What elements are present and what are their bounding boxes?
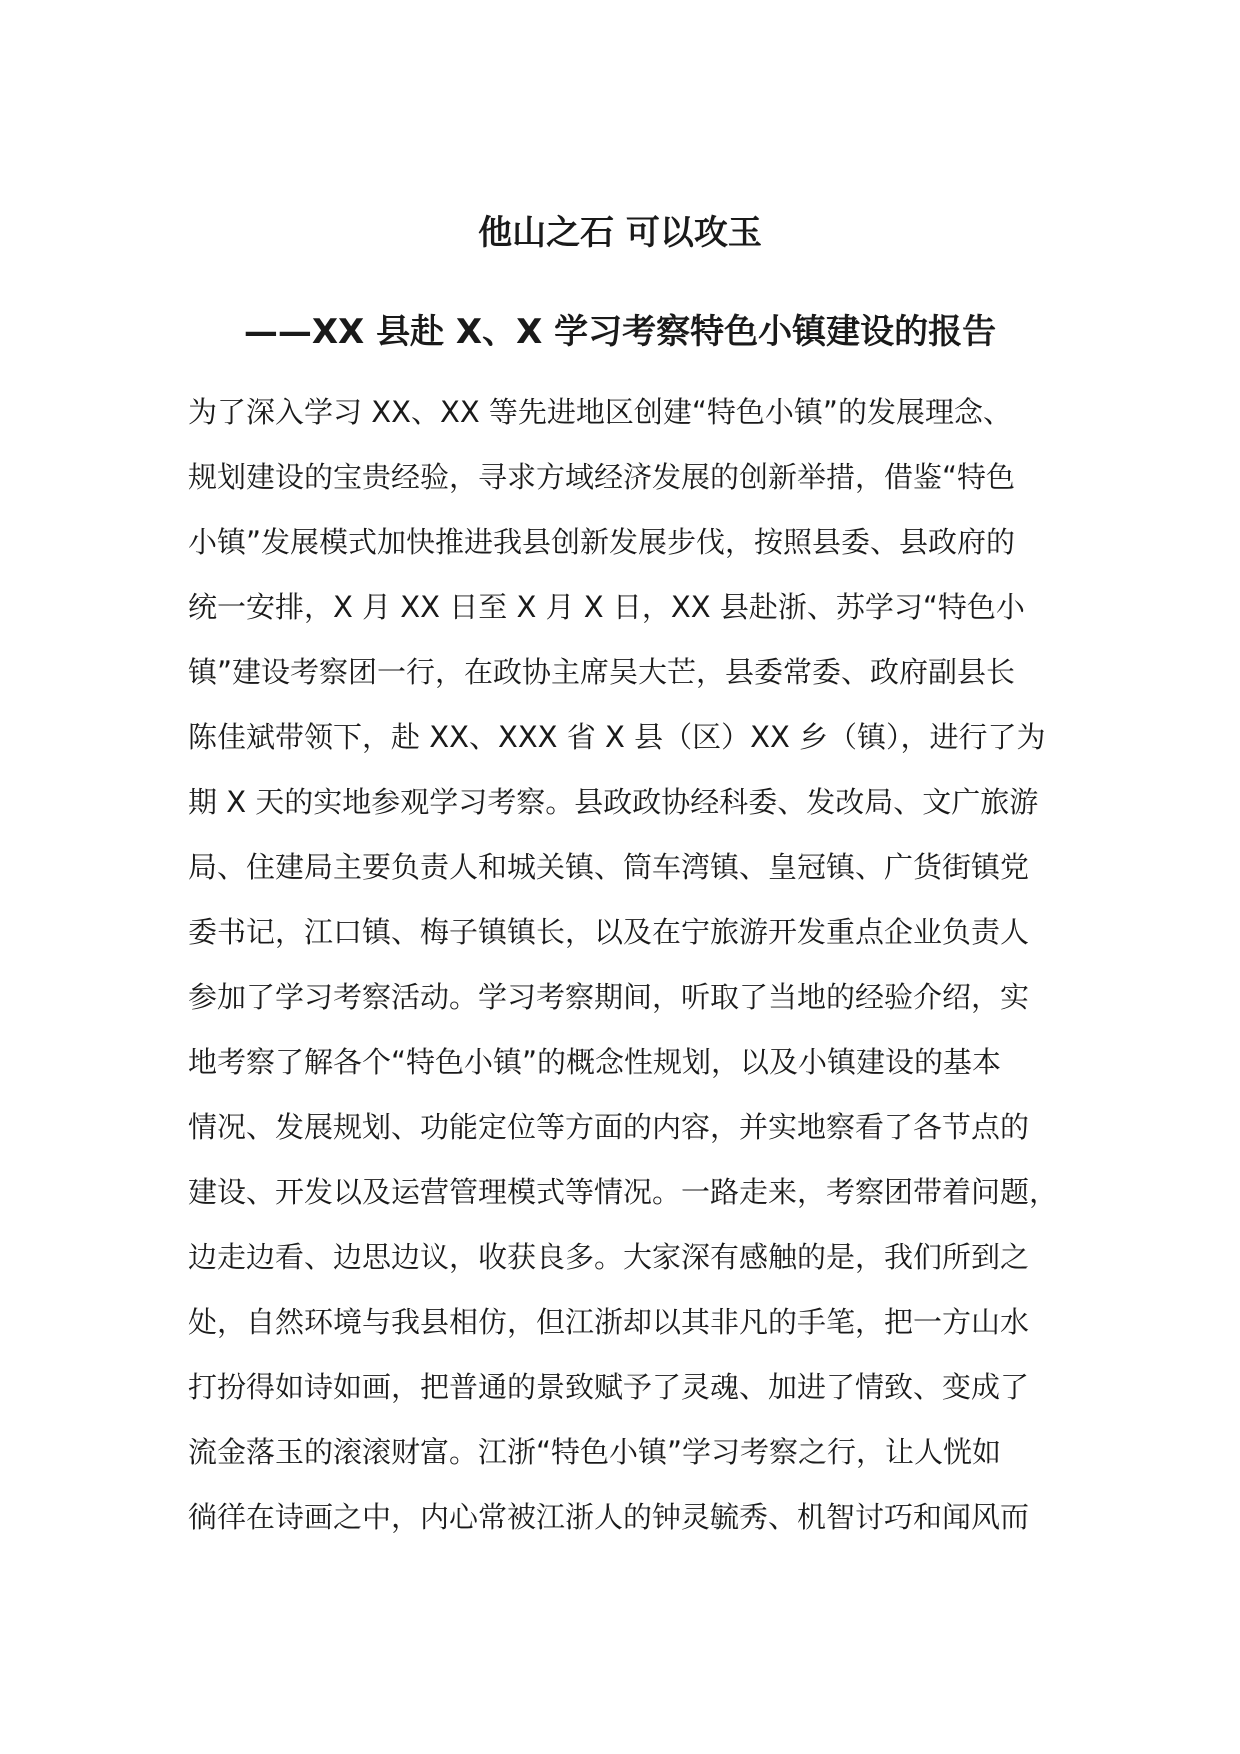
paragraph-line: 局、住建局主要负责人和城关镇、筒车湾镇、皇冠镇、广货街镇党: [188, 850, 1030, 884]
paragraph-line: 边走边看、边思边议，收获良多。大家深有感触的是，我们所到之: [188, 1240, 1030, 1274]
document-subtitle: ——XX 县赴 X、X 学习考察特色小镇建设的报告: [243, 312, 997, 352]
paragraph-line: 情况、发展规划、功能定位等方面的内容，并实地察看了各节点的: [188, 1110, 1030, 1144]
paragraph-line: 流金落玉的滚滚财富。江浙“特色小镇”学习考察之行，让人恍如: [188, 1435, 1002, 1469]
paragraph-line: 镇”建设考察团一行，在政协主席吴大芒，县委常委、政府副县长: [188, 655, 1016, 689]
paragraph-line: 小镇”发展模式加快推进我县创新发展步伐，按照县委、县政府的: [188, 525, 1016, 559]
paragraph-line: 徜徉在诗画之中，内心常被江浙人的钟灵毓秀、机智讨巧和闻风而: [188, 1500, 1030, 1534]
paragraph-line: 为了深入学习 XX、XX 等先进地区创建“特色小镇”的发展理念、: [188, 395, 1012, 429]
paragraph-line: 统一安排，X 月 XX 日至 X 月 X 日，XX 县赴浙、苏学习“特色小: [188, 590, 1025, 624]
document-title: 他山之石 可以攻玉: [478, 213, 762, 253]
paragraph-line: 规划建设的宝贵经验，寻求方域经济发展的创新举措，借鉴“特色: [188, 460, 1016, 494]
paragraph-line: 建设、开发以及运营管理模式等情况。一路走来，考察团带着问题，: [188, 1175, 1059, 1209]
paragraph-line: 地考察了解各个“特色小镇”的概念性规划，以及小镇建设的基本: [188, 1045, 1002, 1079]
paragraph-line: 打扮得如诗如画，把普通的景致赋予了灵魂、加进了情致、变成了: [188, 1370, 1030, 1404]
body-paragraph: [188, 380, 1088, 1550]
paragraph-line: 陈佳斌带领下，赴 XX、XXX 省 X 县（区）XX 乡（镇），进行了为: [188, 720, 1046, 754]
paragraph-line: 处，自然环境与我县相仿，但江浙却以其非凡的手笔，把一方山水: [188, 1305, 1030, 1339]
paragraph-line: 期 X 天的实地参观学习考察。县政政协经科委、发改局、文广旅游: [188, 785, 1039, 819]
paragraph-line: 参加了学习考察活动。学习考察期间，听取了当地的经验介绍，实: [188, 980, 1030, 1014]
paragraph-line: 委书记，江口镇、梅子镇镇长，以及在宁旅游开发重点企业负责人: [188, 915, 1030, 949]
